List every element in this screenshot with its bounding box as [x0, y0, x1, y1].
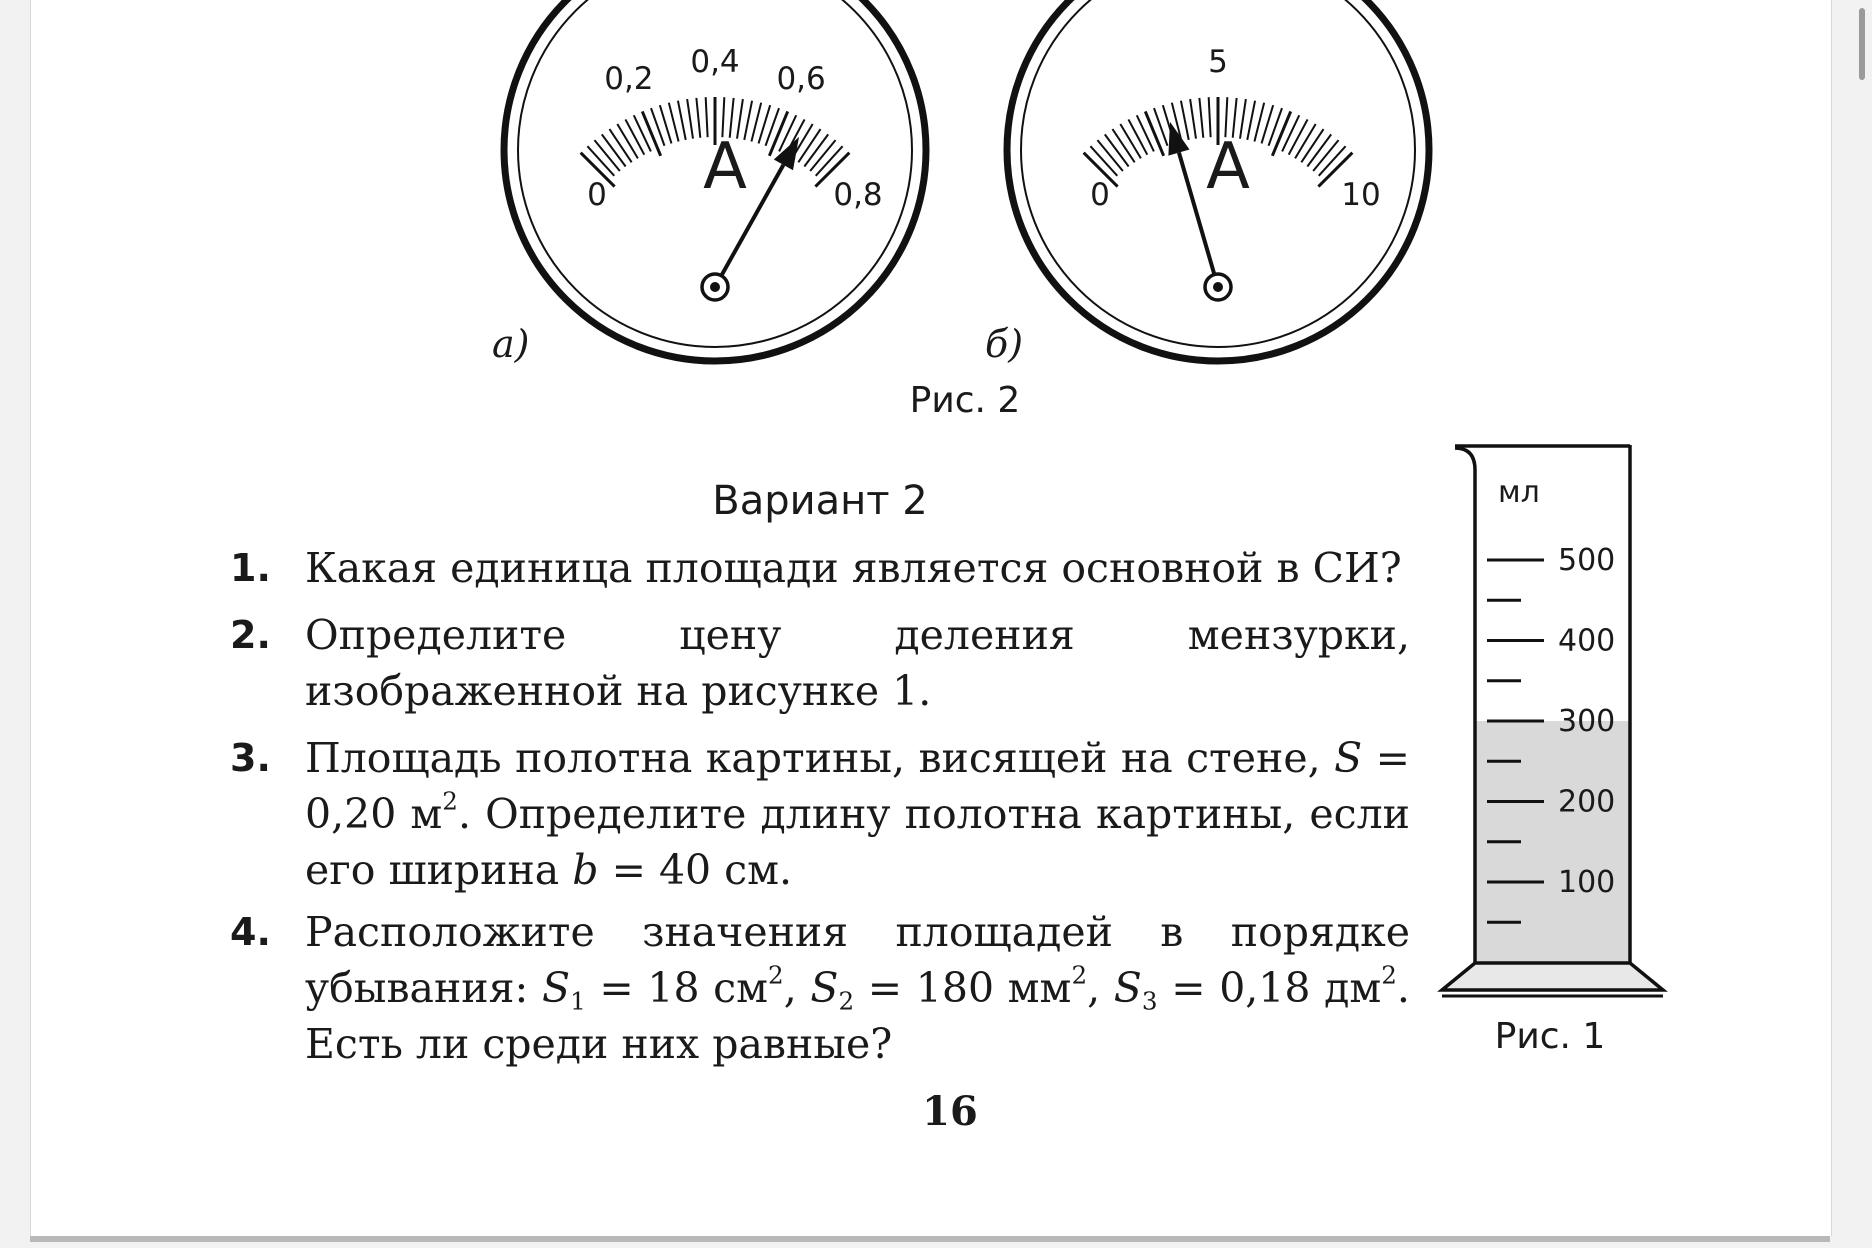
scale-tick — [1137, 115, 1154, 151]
ammeter-b — [1007, 0, 1429, 361]
question-number: 1. — [230, 546, 271, 590]
needle-pivot-center — [710, 282, 720, 292]
scale-label: 300 — [1558, 704, 1616, 739]
scale-tick — [1112, 129, 1134, 162]
scale-major-tick — [769, 111, 787, 155]
unit-symbol: A — [703, 130, 747, 204]
scale-label: 0,2 — [604, 61, 654, 98]
scale-tick — [609, 129, 631, 162]
scale-tick — [617, 124, 638, 158]
scale-label: 0,8 — [833, 177, 883, 213]
scale-tick — [1105, 134, 1129, 166]
scale-tick — [687, 99, 693, 139]
page-bottom-edge — [30, 1236, 1830, 1242]
question-number: 3. — [230, 736, 271, 780]
scale-tick — [751, 103, 761, 142]
scale-tick — [669, 103, 679, 142]
scale-major-tick — [642, 111, 660, 155]
cylinder-base — [1442, 963, 1663, 990]
scale-tick — [798, 129, 820, 162]
scale-tick — [1120, 124, 1141, 158]
scale-label: 100 — [1558, 865, 1616, 900]
scale-tick — [634, 115, 651, 151]
question-text: Расположите значения площадей в порядке убывания: $S_1 = 18$ $см^2$, $S_2 = 180$ $мм^2$, $S_3 = 0,18$ $дм^2$. Есть ли среди них равные? — [305, 908, 1410, 1068]
scale-tick — [1289, 119, 1308, 154]
scale-tick — [594, 140, 619, 171]
scale-tick — [1254, 103, 1264, 142]
scale-tick — [1295, 124, 1316, 158]
needle-arrow — [774, 137, 799, 170]
scale-tick — [678, 101, 686, 140]
question-number: 2. — [230, 613, 271, 657]
figure-1-measuring-cylinder — [1430, 430, 1690, 1030]
unit-label: мл — [1498, 475, 1540, 510]
figure-1-caption: Рис. 1 — [1494, 1016, 1606, 1057]
scale-tick — [1190, 99, 1196, 139]
scale-tick — [1097, 140, 1122, 171]
figure-2-caption: Рис. 2 — [909, 380, 1021, 421]
panel-label-b: б) — [985, 322, 1024, 366]
scale-tick — [1199, 98, 1203, 138]
variant-title: Вариант 2 — [712, 478, 928, 524]
scale-tick — [1128, 119, 1147, 154]
scale-label: 0 — [1090, 177, 1110, 213]
scale-major-tick — [1145, 111, 1163, 155]
scale-label: 0,4 — [690, 44, 740, 80]
cylinder-left-wall — [1455, 448, 1475, 963]
scale-label: 10 — [1341, 177, 1381, 213]
scale-tick — [696, 98, 700, 138]
scale-label: 200 — [1558, 784, 1616, 820]
question-3 — [230, 730, 1410, 898]
question-text: Определите цену деления мензурки, изображенной на рисунке 1. — [305, 611, 1410, 715]
scale-tick — [1181, 101, 1189, 140]
scale-tick — [1307, 134, 1331, 166]
scale-tick — [602, 134, 626, 166]
panel-label-a: а) — [492, 322, 530, 366]
question-text: Площадь полотна картины, висящей на стене, S = 0,20 $м^2$. Определите длину полотна картины, если его ширина b = 40 см. — [305, 734, 1410, 894]
scale-label: 0,6 — [776, 61, 826, 98]
scale-tick — [810, 140, 835, 171]
question-1 — [230, 540, 1410, 596]
scale-major-tick — [1272, 111, 1290, 155]
question-number: 4. — [230, 910, 271, 954]
unit-symbol: A — [1206, 130, 1250, 204]
scale-tick — [1282, 115, 1299, 151]
question-4 — [230, 904, 1410, 1072]
scale-label: 5 — [1208, 44, 1228, 80]
scale-tick — [1301, 129, 1323, 162]
ammeter-a — [504, 0, 926, 361]
page-number: 16 — [922, 1088, 978, 1135]
scale-tick — [1313, 140, 1338, 171]
scale-label: 0 — [587, 177, 607, 213]
scale-tick — [625, 119, 644, 154]
scale-label: 500 — [1558, 543, 1616, 578]
scale-tick — [804, 134, 828, 166]
figure-2-ammeters — [0, 0, 1872, 380]
needle-pivot-center — [1213, 282, 1223, 292]
scale-label: 400 — [1558, 623, 1616, 659]
question-text: Какая единица площади является основной в СИ? — [305, 544, 1402, 592]
question-2 — [230, 607, 1410, 719]
